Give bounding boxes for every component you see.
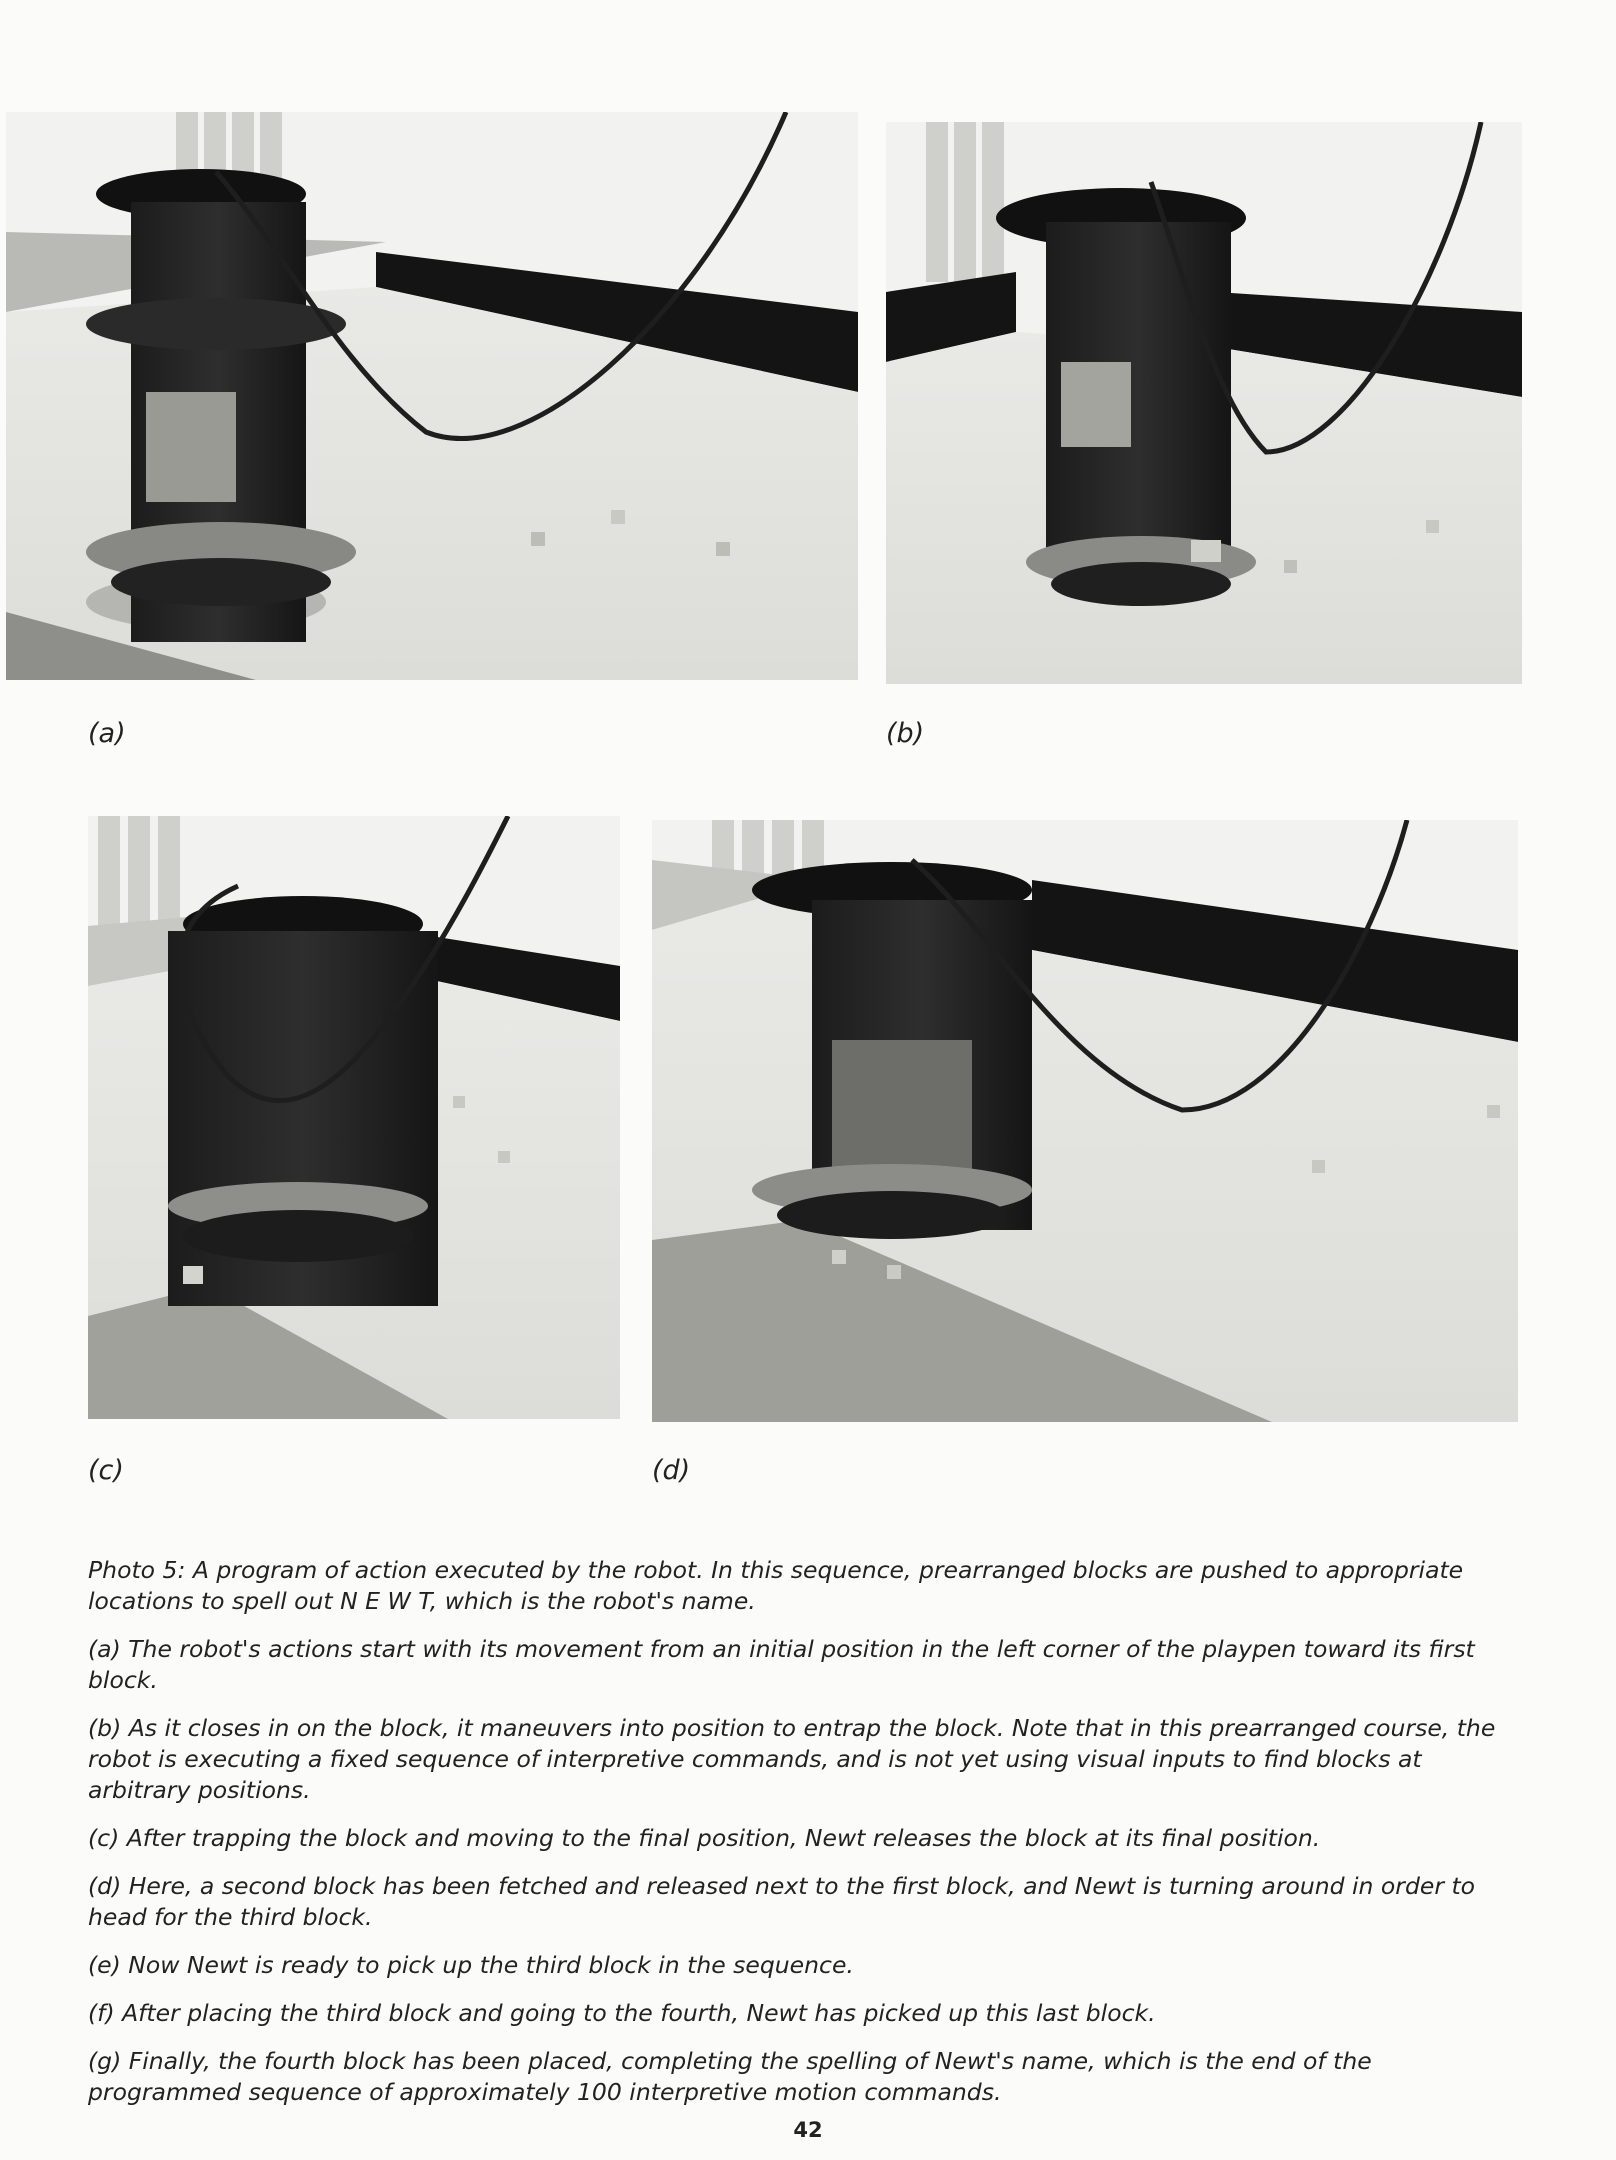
photo-label-c: (c) bbox=[88, 1455, 124, 1486]
caption-item-b: (b) As it closes in on the block, it maneuvers into position to entrap the block. Note that in this prearranged course, the robot is executing a fixed sequence of interpretive commands, and is not yet using visual inputs to find blocks at arbitrary positions. bbox=[88, 1714, 1496, 1804]
caption-intro: Photo 5: A program of action executed by the robot. In this sequence, prearranged blocks are pushed to appropriate locations to spell out N E W T, which is the robot's name. bbox=[88, 1556, 1464, 1615]
caption-item-f: (f) After placing the third block and going to the fourth, Newt has picked up this last block. bbox=[88, 1999, 1156, 2027]
caption-item-e: (e) Now Newt is ready to pick up the third block in the sequence. bbox=[88, 1951, 854, 1979]
page-number: 42 bbox=[793, 2118, 823, 2142]
photo-a bbox=[6, 112, 858, 680]
caption-item-a: (a) The robot's actions start with its movement from an initial position in the left corner of the playpen toward its first block. bbox=[88, 1635, 1475, 1694]
photo-d bbox=[652, 820, 1518, 1422]
caption-item-c: (c) After trapping the block and moving to the final position, Newt releases the block at its final position. bbox=[88, 1824, 1321, 1852]
photo-label-a: (a) bbox=[88, 718, 126, 749]
photo-label-d: (d) bbox=[652, 1455, 691, 1486]
photo-label-b: (b) bbox=[886, 718, 925, 749]
photo-c bbox=[88, 816, 620, 1419]
caption-item-d: (d) Here, a second block has been fetched and released next to the first block, and Newt is turning around in order to head for the third block. bbox=[88, 1872, 1476, 1931]
photo-b bbox=[886, 122, 1522, 684]
caption-item-g: (g) Finally, the fourth block has been placed, completing the spelling of Newt's name, which is the end of the programmed sequence of approximately 100 interpretive motion commands. bbox=[88, 2047, 1372, 2106]
photo-caption bbox=[88, 1555, 1528, 2125]
